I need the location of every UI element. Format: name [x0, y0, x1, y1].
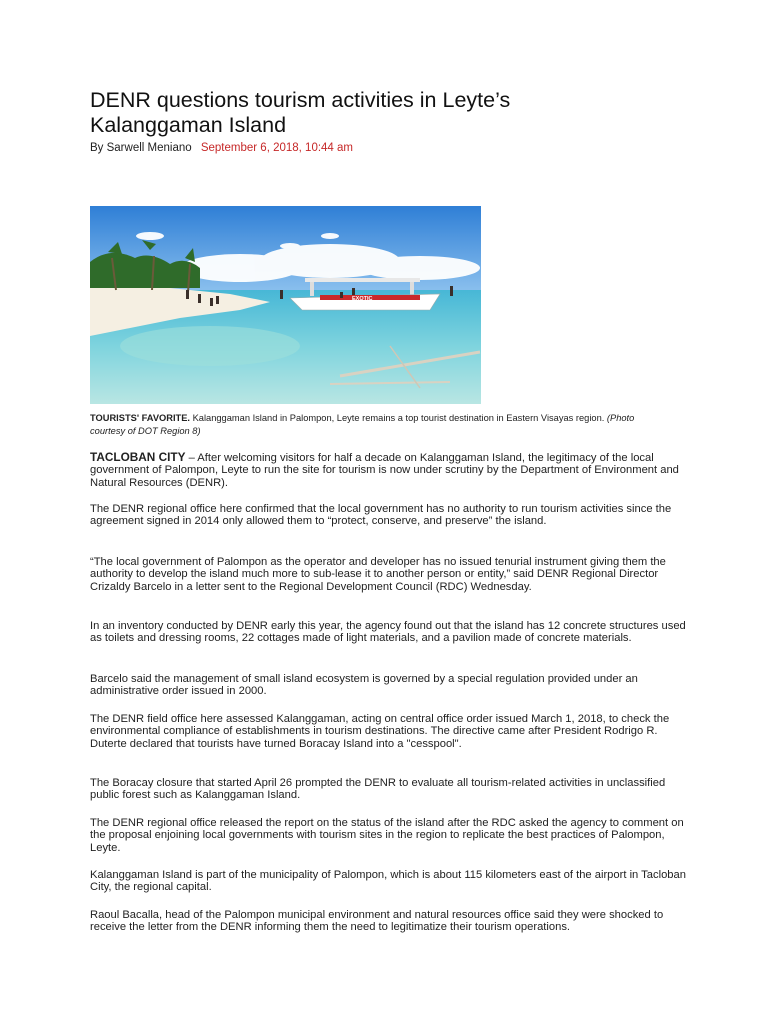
boat-label: EXOTIC — [352, 296, 373, 302]
photo-caption — [90, 412, 650, 437]
caption-lead: TOURISTS' FAVORITE. — [90, 413, 191, 423]
paragraph: The Boracay closure that started April 26 prompted the DENR to evaluate all tourism-related activities in unclassified public forest such as Kalanggaman Island. — [90, 777, 666, 802]
article-title-line-1: DENR questions tourism activities in Leyte’s — [90, 88, 511, 112]
paragraph — [90, 451, 690, 489]
paragraph: In an inventory conducted by DENR early this year, the agency found out that the island has 12 concrete structures used as toilets and dressing rooms, 22 cottages made of light materials, and a pavilion made of concrete materials. — [90, 620, 686, 645]
article-photo — [90, 206, 481, 404]
paragraph: Barcelo said the management of small island ecosystem is governed by a special regulation provided under an administrative order issued in 2000. — [90, 673, 638, 698]
caption-text: Kalanggaman Island in Palompon, Leyte remains a top tourist destination in Eastern Visayas region. — [192, 413, 605, 423]
paragraph: The DENR regional office here confirmed that the local government has no authority to run tourism activities since the agreement signed in 2014 only allowed them to “protect, conserve, and preserve” the island. — [90, 503, 672, 528]
byline-author: By Sarwell Meniano — [90, 142, 192, 154]
paragraph-text: – After welcoming visitors for half a decade on Kalanggaman Island, the legitimacy of the local government of Palompon, Leyte to run the site for tourism is now under scrutiny by the Department of Environment and Natural Resources (DENR). — [90, 452, 679, 489]
byline — [90, 142, 353, 154]
caption-credit: (Photo courtesy of DOT Region 8) — [90, 413, 635, 436]
paragraph: The DENR regional office released the report on the status of the island after the RDC asked the agency to comment on the proposal enjoining local governments with tourism sites in the region to replicate the best practices of Palompon, Leyte. — [90, 817, 684, 854]
article-title-line-2: Kalanggaman Island — [90, 113, 287, 137]
byline-date: September 6, 2018, 10:44 am — [200, 142, 353, 154]
paragraph: Raoul Bacalla, head of the Palompon municipal environment and natural resources office said they were shocked to receive the letter from the DENR informing them the need to legitimatize their tourism operations. — [90, 909, 664, 934]
article-title — [90, 88, 690, 138]
dateline: TACLOBAN CITY — [90, 450, 186, 464]
paragraph: The DENR field office here assessed Kalanggaman, acting on central office order issued March 1, 2018, to check the environmental compliance of establishments in tourism destinations. The directive came after President Rodrigo R. Duterte declared that tourists have turned Boracay Island into a "cesspool". — [90, 713, 670, 750]
paragraph: Kalanggaman Island is part of the municipality of Palompon, which is about 115 kilometers east of the airport in Tacloban City, the regional capital. — [90, 869, 686, 894]
paragraph: “The local government of Palompon as the operator and developer has no issued tenurial instrument giving them the authority to develop the island much more to sub-lease it to another person or entity,” said DENR Regional Director Crizaldy Barcelo in a letter sent to the Regional Development Council (RDC) Wednesday. — [90, 556, 666, 593]
